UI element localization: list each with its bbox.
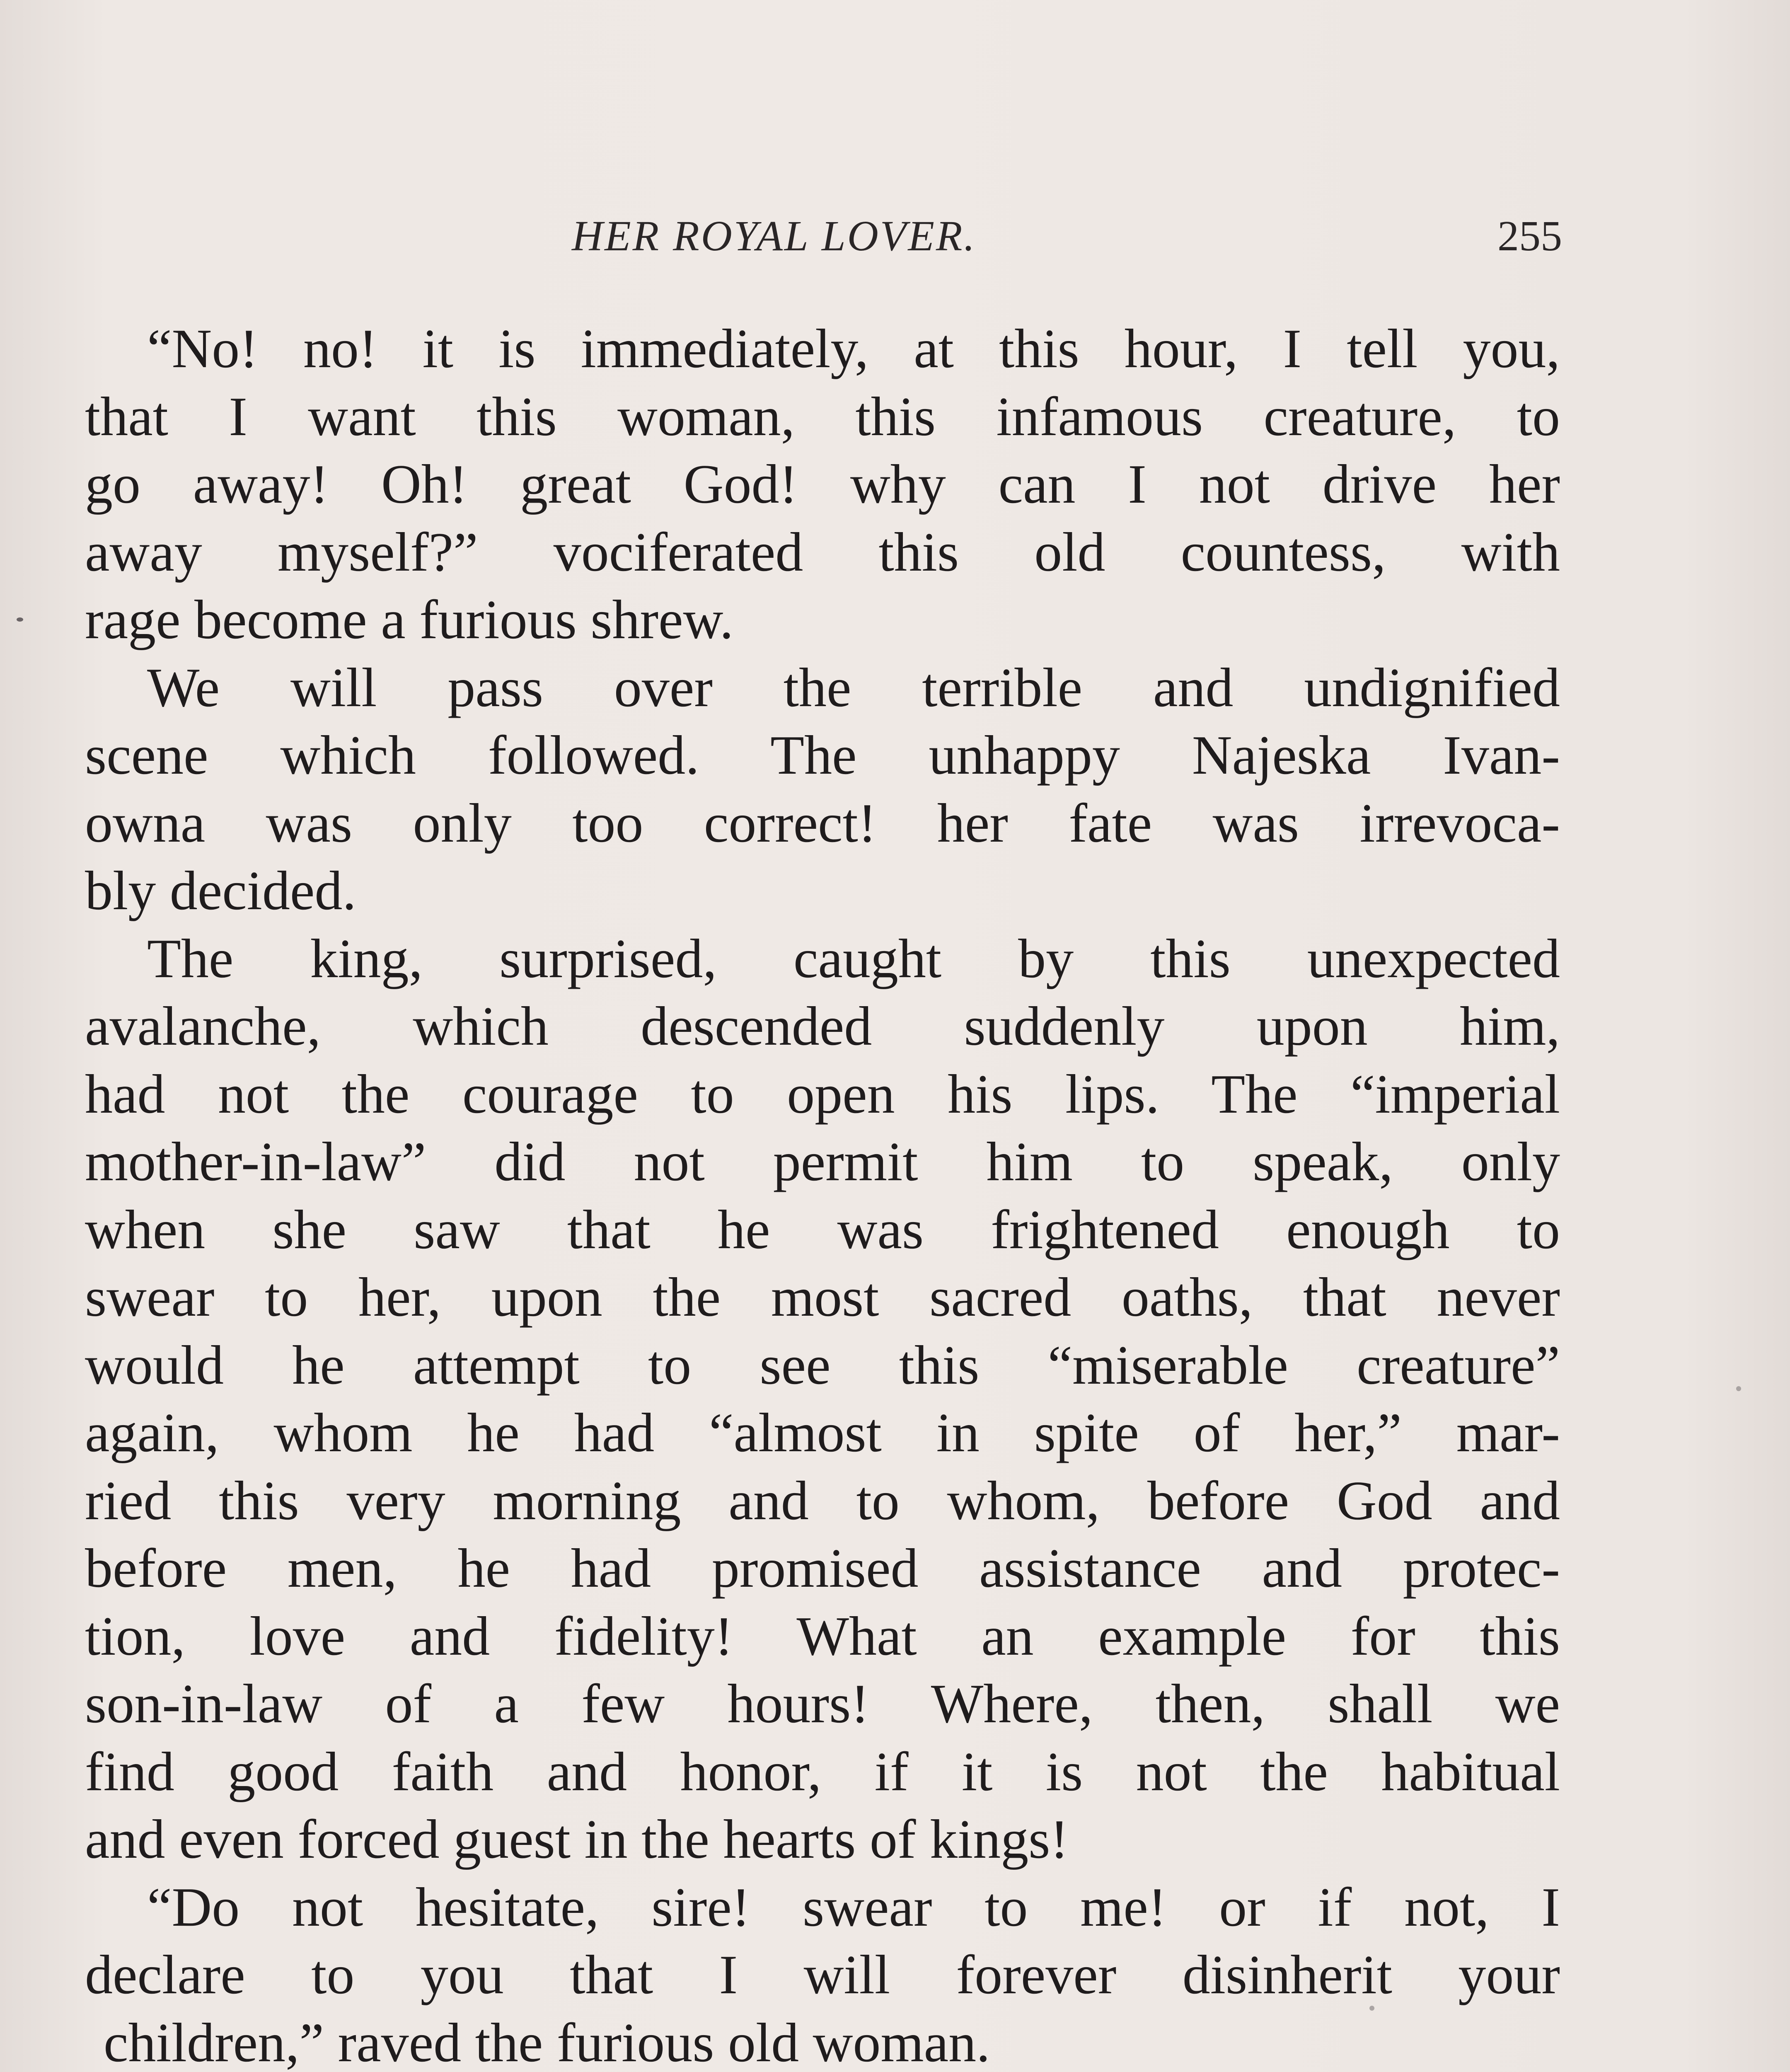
text-line: before men, he had promised assistance and protec-: [85, 1537, 1560, 1599]
text-line: owna was only too correct! her fate was irrevoca-: [85, 792, 1560, 854]
running-title: HER ROYAL LOVER.: [572, 212, 977, 260]
text-line: children,” raved the furious old woman.: [104, 2011, 990, 2072]
text-line: bly decided.: [85, 860, 356, 921]
text-line: find good faith and honor, if it is not the habitual: [85, 1740, 1560, 1802]
text-line: son-in-law of a few hours! Where, then, shall we: [85, 1673, 1560, 1734]
text-line: would he attempt to see this “miserable creature”: [85, 1334, 1560, 1396]
text-line: mother-in-law” did not permit him to speak, only: [85, 1131, 1560, 1192]
text-line: tion, love and fidelity! What an example for this: [85, 1605, 1560, 1667]
text-line: when she saw that he was frightened enough to: [85, 1198, 1560, 1260]
page-number: 255: [1497, 212, 1562, 260]
text-line: had not the courage to open his lips. The “imperial: [85, 1063, 1560, 1125]
text-line: scene which followed. The unhappy Najeska Ivan-: [85, 724, 1560, 786]
paper-speck: [17, 617, 23, 622]
body-text: [85, 315, 1560, 2072]
text-line: swear to her, upon the most sacred oaths, that never: [85, 1266, 1560, 1328]
text-line: The king, surprised, caught by this unexpected: [147, 927, 1560, 989]
text-line: declare to you that I will forever disinherit your: [85, 1944, 1560, 2005]
text-line: and even forced guest in the hearts of kings!: [85, 1808, 1069, 1870]
text-line: “No! no! it is immediately, at this hour, I tell you,: [147, 318, 1560, 379]
text-line: that I want this woman, this infamous creature, to: [85, 385, 1560, 447]
text-line: again, whom he had “almost in spite of her,” mar-: [85, 1402, 1560, 1463]
text-line: away myself?” vociferated this old countess, with: [85, 521, 1560, 583]
text-line: rage become a furious shrew.: [85, 589, 734, 650]
text-line: go away! Oh! great God! why can I not drive her: [85, 453, 1560, 515]
paper-speck: [1369, 2006, 1374, 2011]
text-line: avalanche, which descended suddenly upon him,: [85, 995, 1560, 1057]
text-line: We will pass over the terrible and undignified: [147, 656, 1560, 718]
text-line: ried this very morning and to whom, before God and: [85, 1469, 1560, 1531]
text-line: “Do not hesitate, sire! swear to me! or if not, I: [147, 1876, 1560, 1938]
paper-speck: [1736, 1386, 1741, 1391]
running-head: [87, 211, 1562, 274]
